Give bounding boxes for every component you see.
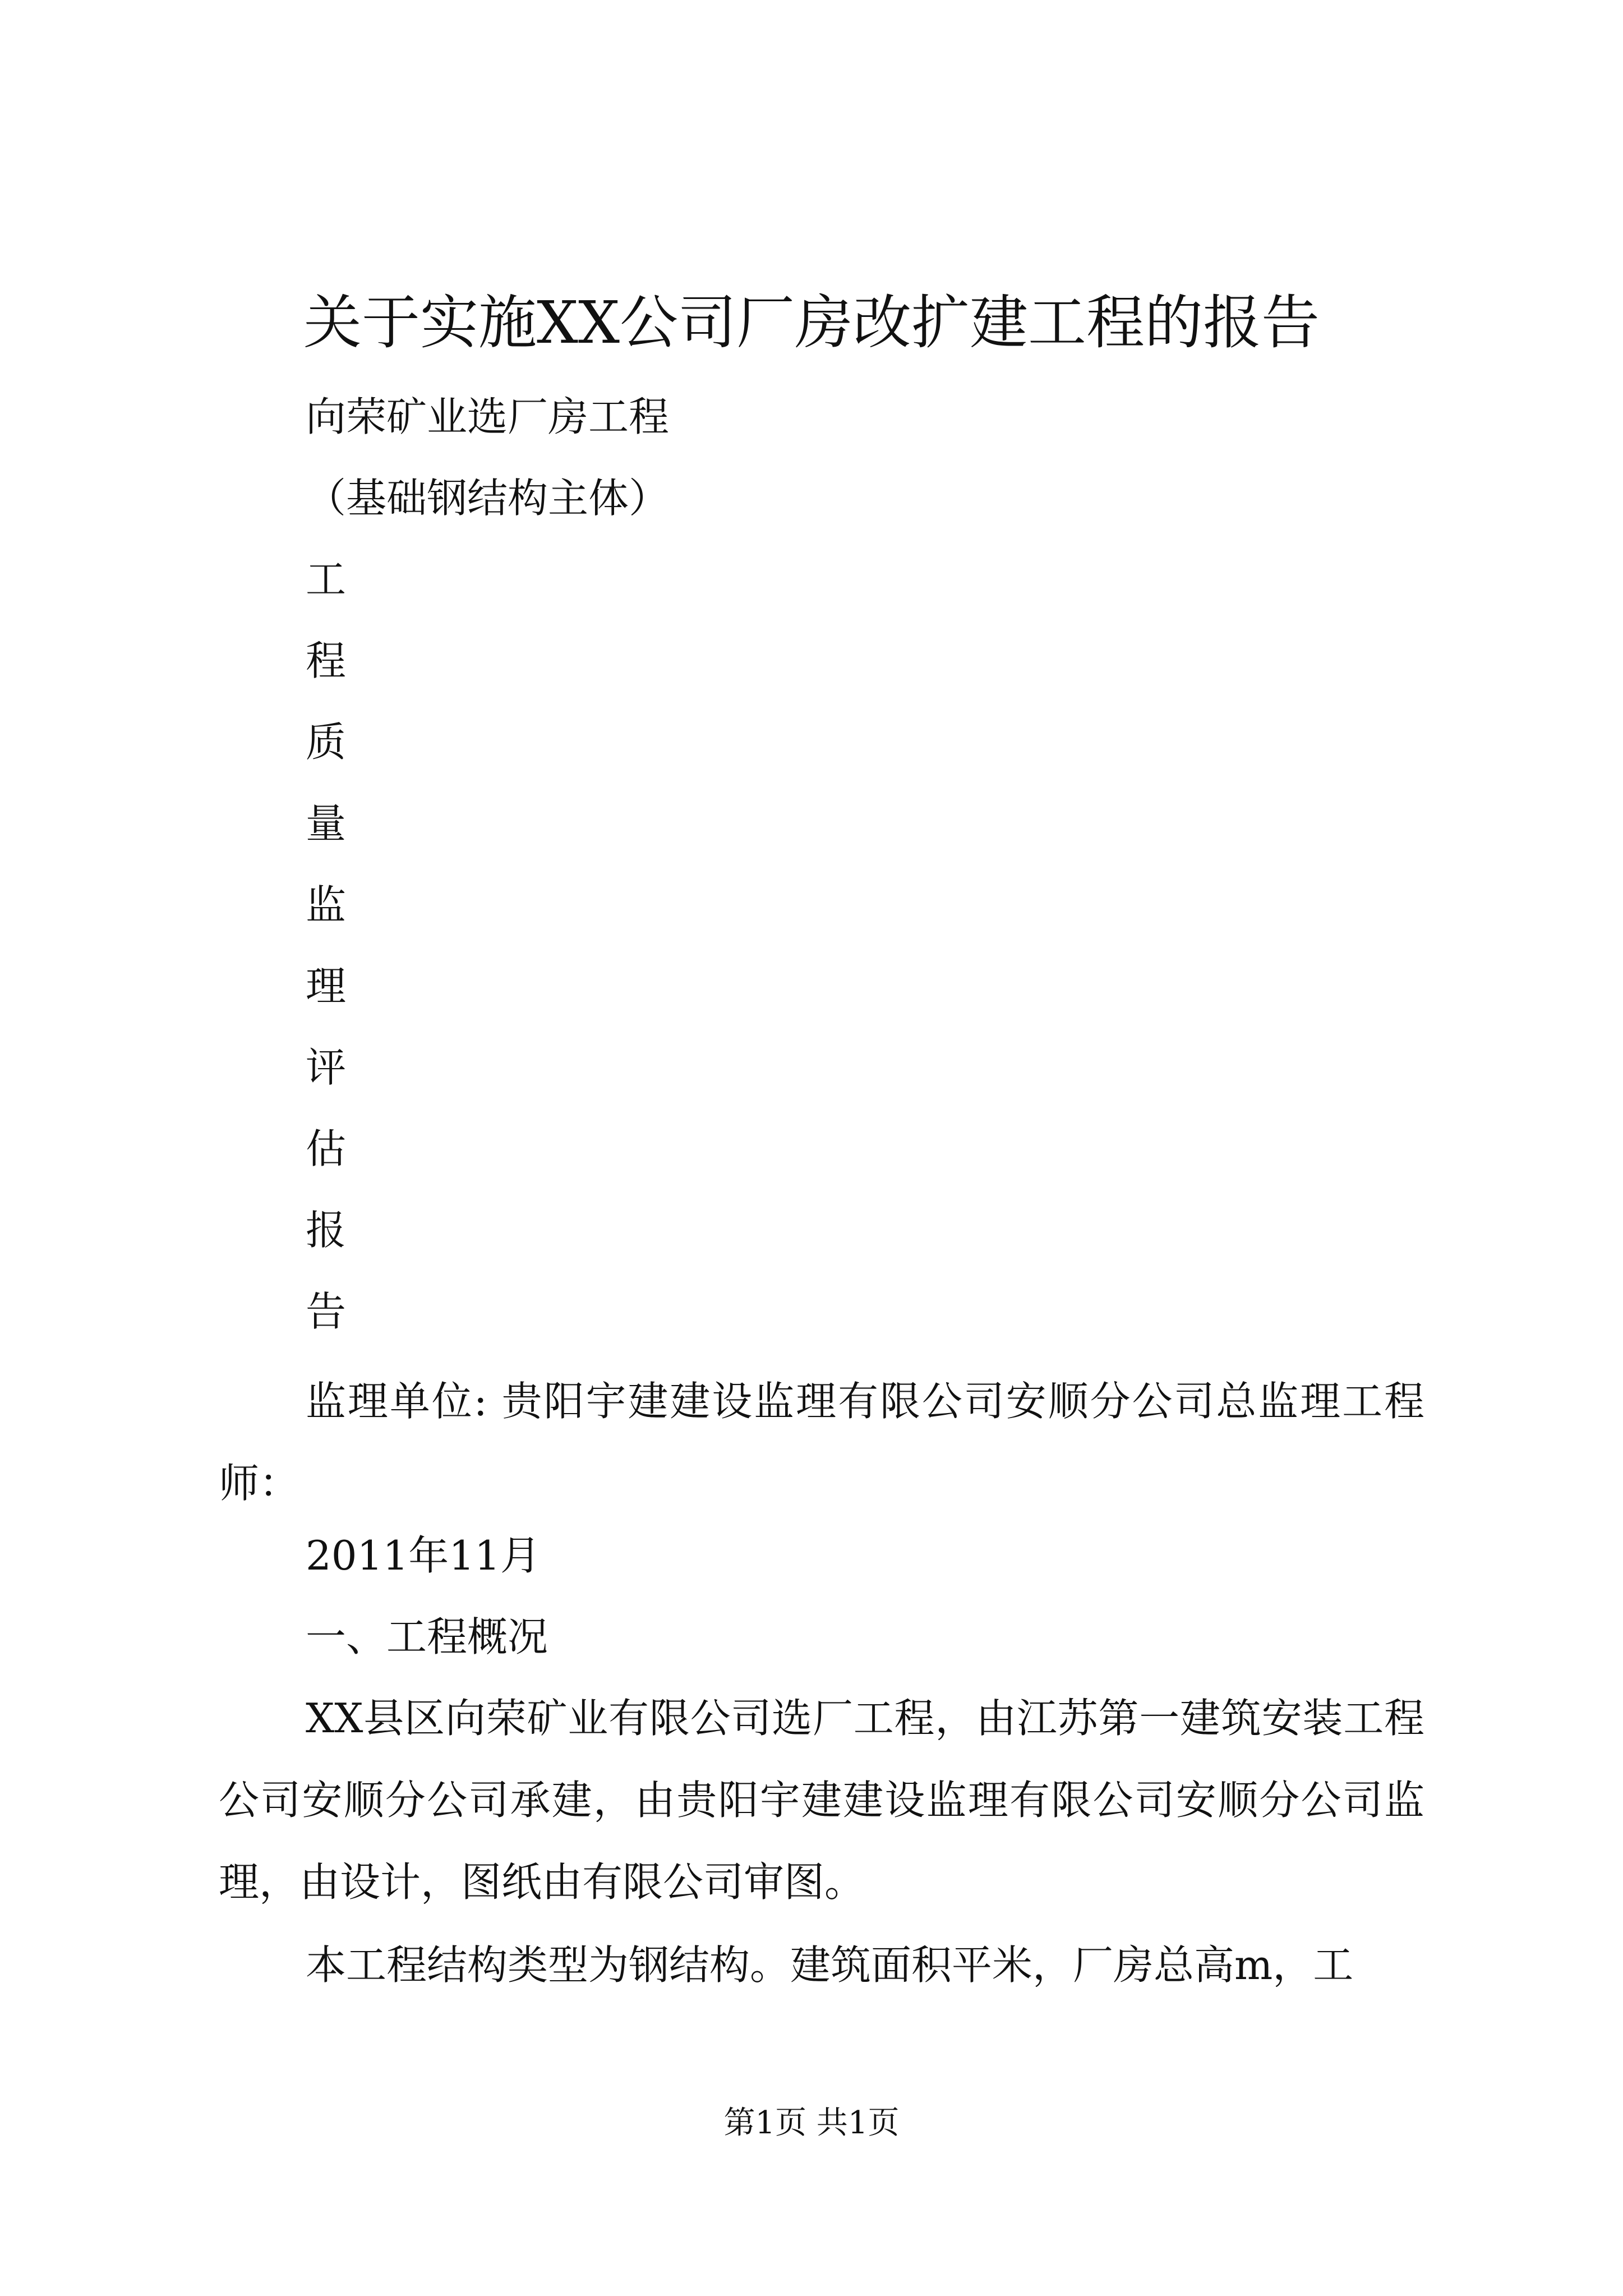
vertical-char: 评: [306, 1044, 347, 1091]
vertical-char: 程: [306, 637, 347, 684]
document-title: 关于实施XX公司厂房改扩建工程的报告: [303, 288, 1320, 357]
section-heading: 一、工程概况: [306, 1613, 548, 1660]
vertical-char: 监: [306, 881, 347, 928]
vertical-char: 量: [306, 800, 347, 847]
supervisor-unit: 监理单位: 贵阳宇建建设监理有限公司安顺分公司总监理工程师：: [219, 1378, 1424, 1507]
report-date: 2011年11月: [306, 1532, 541, 1579]
subtitle-project: 向荣矿业选厂房工程: [306, 393, 670, 440]
vertical-char: 估: [306, 1125, 347, 1172]
paragraph-structure: 本工程结构类型为钢结构。建筑面积平米，厂房总高m，工: [306, 1941, 1354, 1989]
page-footer: 第1页 共1页: [723, 2105, 900, 2141]
vertical-char: 理: [306, 963, 347, 1010]
vertical-char: 报: [306, 1207, 347, 1254]
vertical-char: 告: [306, 1288, 347, 1335]
paragraph-overview: XX县区向荣矿业有限公司选厂工程，由江苏第一建筑安装工程公司安顺分公司承建，由贵阳宇建建设监理有限公司安顺分公司监理，由设计，图纸由有限公司审图。: [219, 1695, 1424, 1906]
vertical-char: 质: [306, 719, 347, 766]
subtitle-scope: （基础钢结构主体）: [306, 475, 670, 522]
vertical-char: 工: [306, 556, 347, 603]
